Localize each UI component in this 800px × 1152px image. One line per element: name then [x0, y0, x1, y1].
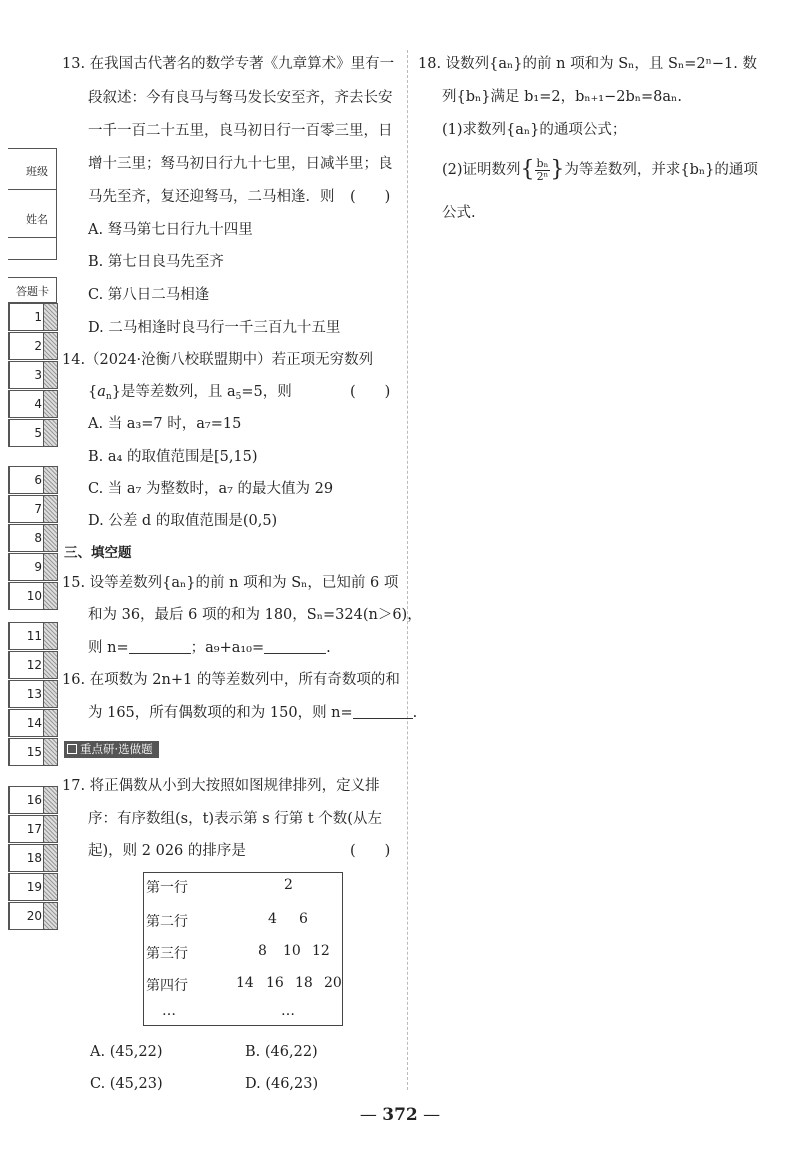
tab-shade — [43, 623, 57, 649]
q13-line-1: 13. 在我国古代著名的数学专著《九章算术》里有一 — [62, 56, 395, 72]
answer-tab-8[interactable] — [8, 524, 58, 552]
tab-number: 19 — [26, 880, 42, 894]
table-value: 12 — [312, 943, 330, 959]
q14-text-end: =5，则 — [241, 384, 292, 400]
fraction-denominator: 2ⁿ — [536, 169, 549, 183]
name-line — [8, 237, 56, 238]
q16-text-a: 为 165，所有偶数项的和为 150，则 n= — [88, 705, 353, 721]
tab-number: 8 — [34, 531, 42, 545]
tab-shade — [43, 333, 57, 359]
tab-number: 15 — [26, 745, 42, 759]
class-name-box — [8, 148, 57, 260]
page-number-value: 372 — [382, 1105, 418, 1125]
q18-part-2-c: 公式. — [442, 205, 476, 221]
q15-line-1: 15. 设等差数列{aₙ}的前 n 项和为 Sₙ，已知前 6 项 — [62, 575, 399, 591]
q13-option-b: B. 第七日良马先至齐 — [88, 254, 224, 270]
tab-shade — [43, 583, 57, 609]
q16-text-b: . — [412, 705, 418, 721]
even-number-triangle-table — [143, 872, 343, 1026]
q16-line-2 — [88, 703, 417, 723]
q14-option-a: A. 当 a₃=7 时，a₇=15 — [88, 416, 242, 432]
q15-line-3 — [88, 638, 331, 658]
ellipsis: … — [281, 1003, 295, 1019]
table-value: 14 — [236, 975, 254, 991]
tab-number: 20 — [26, 909, 42, 923]
q17-option-c: C. (45,23) — [90, 1076, 163, 1092]
q14-paren: ( ) — [350, 384, 391, 400]
tab-number: 5 — [34, 426, 42, 440]
tab-number: 10 — [26, 589, 42, 603]
optional-section-badge — [64, 741, 159, 758]
q13-line-3: 一千一百二十五里，良马初日行一百零三里，日 — [88, 123, 393, 139]
q14-option-b: B. a₄ 的取值范围是[5,15) — [88, 449, 258, 465]
q15-line-2: 和为 36，最后 6 项的和为 180，Sₙ=324(n＞6)， — [88, 607, 422, 623]
answer-tab-19[interactable] — [8, 873, 58, 901]
q14-line-2 — [88, 382, 292, 407]
q15-text-c: . — [326, 640, 331, 656]
tab-number: 9 — [34, 560, 42, 574]
q18-part-2-b: 为等差数列，并求{bₙ}的通项 — [564, 162, 758, 178]
tab-number: 17 — [26, 822, 42, 836]
tab-shade — [43, 391, 57, 417]
q13-line-2: 段叙述：今有良马与驽马发长安至齐，齐去长安 — [88, 90, 393, 106]
answer-tab-10[interactable] — [8, 582, 58, 610]
answer-tab-16[interactable] — [8, 786, 58, 814]
fraction-bn-over-2n — [535, 158, 551, 183]
q17-line-3: 起)，则 2 026 的排序是 — [88, 843, 246, 859]
tab-number: 1 — [34, 310, 42, 324]
dash-left: — — [359, 1105, 383, 1125]
answer-card-label: 答题卡 — [16, 285, 49, 298]
q15-text-b: ；a₉+a₁₀= — [190, 640, 265, 656]
q15-blank-sum[interactable] — [264, 639, 326, 654]
document-icon — [67, 744, 77, 754]
row-label-2: 第二行 — [146, 914, 188, 930]
tab-shade — [43, 710, 57, 736]
tab-number: 12 — [26, 658, 42, 672]
tab-number: 4 — [34, 397, 42, 411]
table-value: 6 — [299, 911, 308, 927]
tab-number: 11 — [26, 629, 42, 643]
tab-shade — [43, 816, 57, 842]
table-value: 10 — [283, 943, 301, 959]
q17-option-b: B. (46,22) — [245, 1044, 318, 1060]
tab-shade — [43, 554, 57, 580]
answer-tab-3[interactable] — [8, 361, 58, 389]
q17-line-2: 序：有序数组(s，t)表示第 s 行第 t 个数(从左 — [88, 811, 382, 827]
tab-shade — [43, 739, 57, 765]
badge-label: 重点研·选做题 — [80, 742, 153, 756]
tab-number: 14 — [26, 716, 42, 730]
q13-line-5: 马先至齐，复还迎驽马，二马相逢．则 — [88, 189, 335, 205]
answer-tab-7[interactable] — [8, 495, 58, 523]
right-brace: } — [550, 157, 565, 182]
q13-option-a: A. 驽马第七日行九十四里 — [88, 222, 253, 238]
left-brace: { — [520, 157, 535, 182]
q13-option-c: C. 第八日二马相逢 — [88, 287, 210, 303]
tab-shade — [43, 525, 57, 551]
q16-line-1: 16. 在项数为 2n+1 的等差数列中，所有奇数项的和 — [62, 672, 400, 688]
q14-option-d: D. 公差 d 的取值范围是(0,5) — [88, 513, 278, 529]
page-number — [0, 1105, 800, 1125]
class-label: 班级 — [26, 165, 48, 178]
fraction-numerator: bₙ — [536, 156, 549, 170]
tab-shade — [43, 420, 57, 446]
q18-line-2: 列{bₙ}满足 b₁=2，bₙ₊₁−2bₙ=8aₙ. — [442, 89, 682, 105]
row-label-1: 第一行 — [146, 880, 188, 896]
dash-right: — — [417, 1105, 441, 1125]
answer-tab-5[interactable] — [8, 419, 58, 447]
answer-tab-15[interactable] — [8, 738, 58, 766]
answer-tab-9[interactable] — [8, 553, 58, 581]
tab-shade — [43, 845, 57, 871]
q15-blank-n[interactable] — [129, 639, 191, 654]
answer-tab-4[interactable] — [8, 390, 58, 418]
table-value: 16 — [266, 975, 284, 991]
name-label: 姓名 — [26, 213, 48, 226]
tab-shade — [43, 681, 57, 707]
table-value: 18 — [295, 975, 313, 991]
tab-shade — [43, 874, 57, 900]
answer-tab-12[interactable] — [8, 651, 58, 679]
tab-shade — [43, 496, 57, 522]
answer-tab-11[interactable] — [8, 622, 58, 650]
tab-number: 13 — [26, 687, 42, 701]
q14-sub-5: 5 — [235, 392, 242, 402]
tab-number: 7 — [34, 502, 42, 516]
tab-number: 6 — [34, 473, 42, 487]
q18-part-2-a: (2)证明数列 — [442, 162, 521, 178]
column-divider — [407, 50, 408, 1090]
q14-text-mid: }是等差数列，且 a — [111, 384, 236, 400]
row-label-4: 第四行 — [146, 978, 188, 994]
row-label-3: 第三行 — [146, 946, 188, 962]
tab-shade — [43, 787, 57, 813]
q14-brace-open: { — [88, 384, 98, 400]
q14-line-1: 14.（2024·沧衡八校联盟期中）若正项无穷数列 — [62, 352, 374, 368]
q17-option-d: D. (46,23) — [245, 1076, 319, 1092]
ellipsis: … — [162, 1003, 176, 1019]
q17-option-a: A. (45,22) — [90, 1044, 163, 1060]
q13-option-d: D. 二马相逢时良马行一千三百九十五里 — [88, 320, 341, 336]
q14-sub-n: n — [105, 392, 112, 402]
q16-blank-n[interactable] — [353, 704, 413, 719]
q13-paren: ( ) — [350, 189, 391, 205]
answer-card-header — [8, 277, 57, 303]
answer-tab-6[interactable] — [8, 466, 58, 494]
q18-part-1: (1)求数列{aₙ}的通项公式； — [442, 122, 627, 138]
tab-shade — [43, 362, 57, 388]
tab-number: 16 — [26, 793, 42, 807]
answer-tab-1[interactable] — [8, 303, 58, 331]
section-fill-blank-heading: 三、填空题 — [64, 545, 132, 561]
tab-shade — [43, 304, 57, 330]
q14-option-c: C. 当 a₇ 为整数时，a₇ 的最大值为 29 — [88, 481, 334, 497]
q17-paren: ( ) — [350, 843, 391, 859]
tab-number: 3 — [34, 368, 42, 382]
table-value: 2 — [284, 877, 293, 893]
answer-tab-20[interactable] — [8, 902, 58, 930]
answer-tab-14[interactable] — [8, 709, 58, 737]
table-value: 4 — [268, 911, 277, 927]
q17-line-1: 17. 将正偶数从小到大按照如图规律排列，定义排 — [62, 778, 380, 794]
q18-line-1: 18. 设数列{aₙ}的前 n 项和为 Sₙ，且 Sₙ=2ⁿ−1. 数 — [418, 56, 757, 72]
answer-tab-13[interactable] — [8, 680, 58, 708]
table-value: 20 — [324, 975, 342, 991]
tab-number: 18 — [26, 851, 42, 865]
q14-var-a: a — [97, 384, 106, 400]
class-line — [8, 189, 56, 190]
tab-shade — [43, 903, 57, 929]
q15-text-a: 则 n= — [88, 640, 129, 656]
q18-part-2 — [442, 152, 758, 188]
q13-line-4: 增十三里；驽马初日行九十七里，日减半里；良 — [88, 156, 393, 172]
tab-number: 2 — [34, 339, 42, 353]
tab-shade — [43, 652, 57, 678]
answer-tab-17[interactable] — [8, 815, 58, 843]
answer-tab-2[interactable] — [8, 332, 58, 360]
table-value: 8 — [258, 943, 267, 959]
tab-shade — [43, 467, 57, 493]
answer-tab-18[interactable] — [8, 844, 58, 872]
